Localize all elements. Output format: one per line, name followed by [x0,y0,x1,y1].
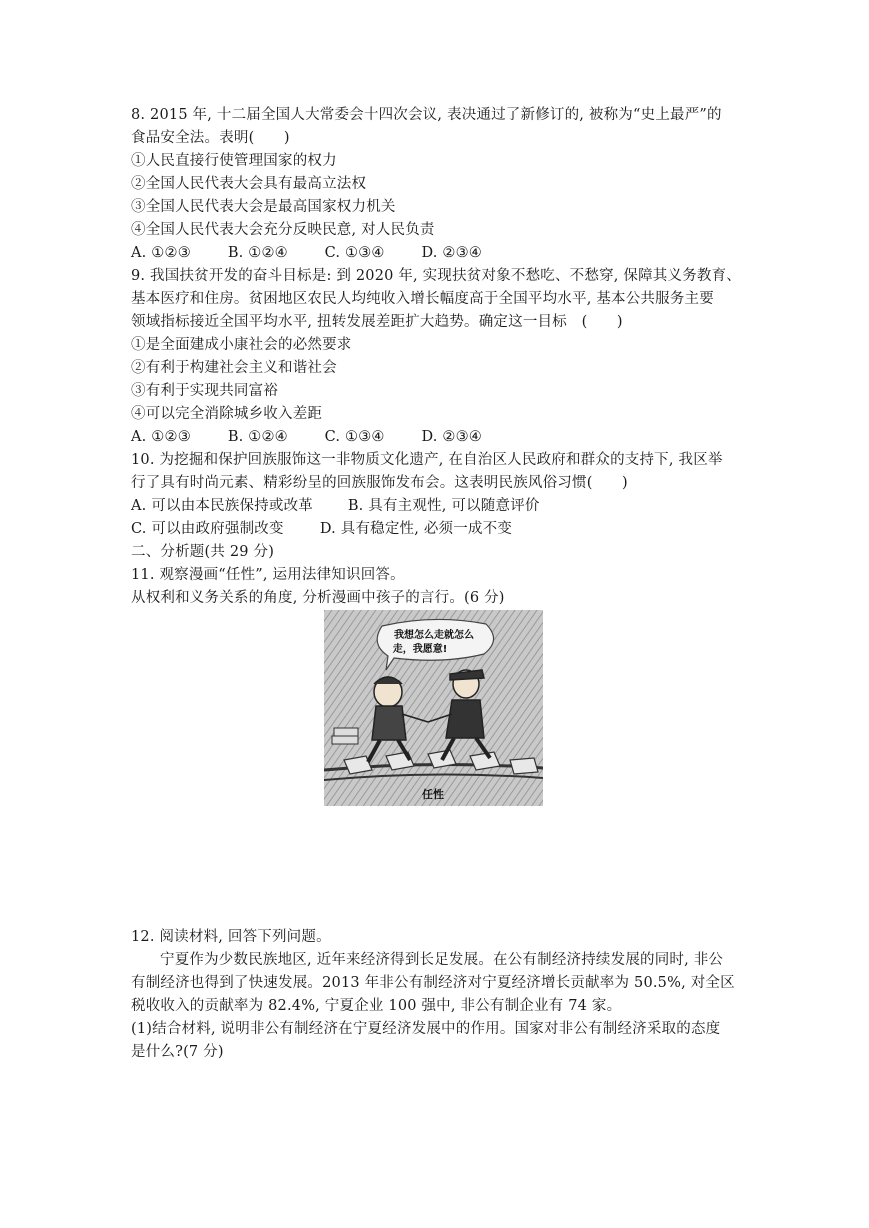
q10-options-ab [131,495,540,517]
q9-statement-1: ①是全面建成小康社会的必然要求 [131,337,352,353]
speech-text-line2: 走，我愿意! [392,644,448,655]
q10-option-b[interactable]: B. 具有主观性, 可以随意评价 [347,498,540,514]
q9-stem-line1: 9. 我国扶贫开发的奋斗目标是: 到 2020 年, 实现扶贫对象不愁吃、不愁穿, 保障其义务教育、 [131,268,741,284]
q12-material-line3: 税收收入的贡献率为 82.4%, 宁夏企业 100 强中, 非公有制企业有 74 家。 [131,998,622,1014]
q10-stem-line1: 10. 为挖掘和保护回族服饰这一非物质文化遗产, 在自治区人民政府和群众的支持下, 我区举 [131,452,723,468]
q10-option-d[interactable]: D. 具有稳定性, 必须一成不变 [319,521,513,537]
q8-stem-line1: 8. 2015 年, 十二届全国人大常委会十四次会议, 表决通过了新修订的, 被称为“史上最严”的 [131,107,722,123]
q8-option-c[interactable]: C. ①③④ [324,245,385,261]
books-icon [332,728,358,744]
q8-statement-2: ②全国人民代表大会具有最高立法权 [131,176,367,192]
cartoon-caption: 任性 [422,788,444,801]
q9-statement-4: ④可以完全消除城乡收入差距 [131,406,323,422]
cartoon-illustration [324,610,543,806]
q8-statement-3: ③全国人民代表大会是最高国家权力机关 [131,199,396,215]
q12-stem: 12. 阅读材料, 回答下列问题。 [131,929,331,945]
q9-option-a[interactable]: A. ①②③ [131,429,191,445]
q9-option-c[interactable]: C. ①③④ [324,429,385,445]
q9-option-d[interactable]: D. ②③④ [421,429,482,445]
q12-material-line1: 宁夏作为少数民族地区, 近年来经济得到长足发展。在公有制经济持续发展的同时, 非公 [160,952,724,968]
q12-material-line2: 有制经济也得到了快速发展。2013 年非公有制经济对宁夏经济增长贡献率为 50.5%, 对全区 [131,975,735,991]
q9-statement-2: ②有利于构建社会主义和谐社会 [131,360,337,376]
q9-option-b[interactable]: B. ①②④ [227,429,288,445]
q9-stem-line3: 领域指标接近全国平均水平, 扭转发展差距扩大趋势。确定这一目标 ( ) [131,314,623,330]
q11-stem-line1: 11. 观察漫画“任性”, 运用法律知识回答。 [131,567,405,583]
q11-stem-line2: 从权利和义务关系的角度, 分析漫画中孩子的言行。(6 分) [131,590,505,606]
q10-stem-line2: 行了具有时尚元素、精彩纷呈的回族服饰发布会。这表明民族风俗习惯( ) [131,475,628,491]
speech-text-line1: 我想怎么走就怎么 [394,630,474,641]
section-heading: 二、分析题(共 29 分) [131,544,275,560]
q8-option-a[interactable]: A. ①②③ [131,245,191,261]
q9-statement-3: ③有利于实现共同富裕 [131,383,278,399]
q8-statement-1: ①人民直接行使管理国家的权力 [131,153,337,169]
q10-option-a[interactable]: A. 可以由本民族保持或改革 [131,498,313,514]
q8-option-d[interactable]: D. ②③④ [421,245,482,261]
q8-options [131,242,482,264]
q8-option-b[interactable]: B. ①②④ [227,245,288,261]
q9-stem-line2: 基本医疗和住房。贫困地区农民人均纯收入增长幅度高于全国平均水平, 基本公共服务主要 [131,291,714,307]
q10-options-cd [131,518,512,540]
q12-part1-line1: (1)结合材料, 说明非公有制经济在宁夏经济发展中的作用。国家对非公有制经济采取的态度 [131,1021,721,1037]
q8-statement-4: ④全国人民代表大会充分反映民意, 对人民负责 [131,222,435,238]
q12-part1-line2: 是什么?(7 分) [131,1044,224,1060]
q8-stem-line2: 食品安全法。表明( ) [131,130,290,146]
q9-options [131,426,482,448]
q10-option-c[interactable]: C. 可以由政府强制改变 [131,521,284,537]
